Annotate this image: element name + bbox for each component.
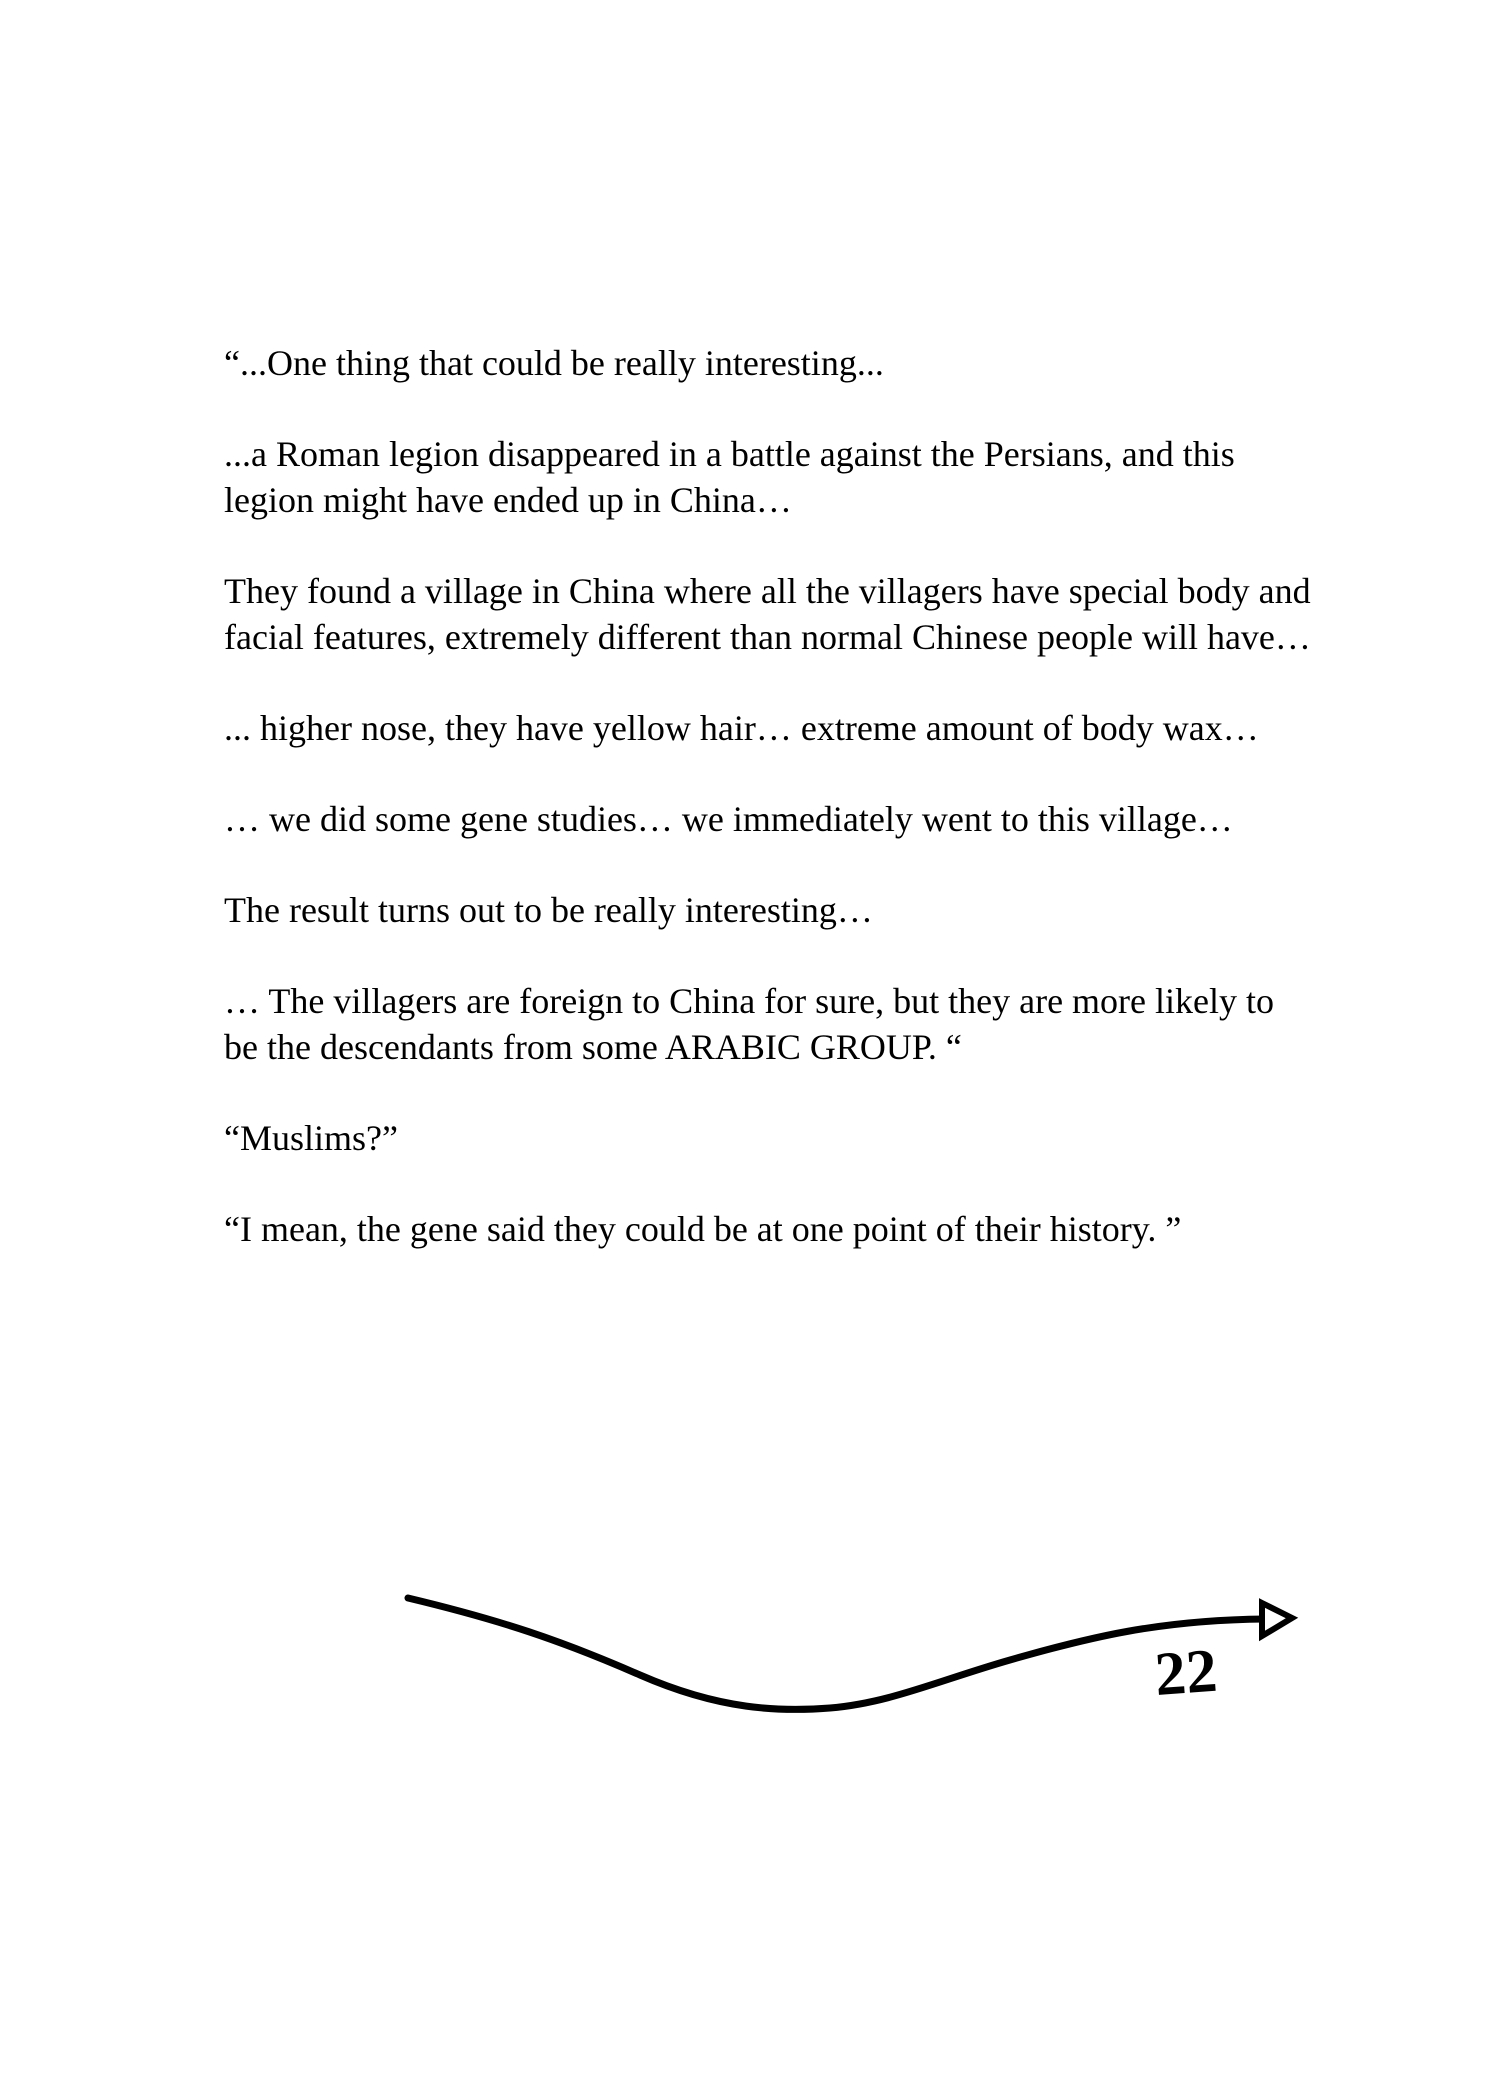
paragraph-2: ...a Roman legion disappeared in a battle against the Persians, and this legion might have ended up in China…	[224, 434, 1235, 520]
paragraph-6: The result turns out to be really interesting…	[224, 890, 873, 930]
paragraph-7: … The villagers are foreign to China for sure, but they are more likely to be the descendants from some ARABIC GROUP. “	[224, 981, 1275, 1067]
paragraph-9: “I mean, the gene said they could be at one point of their history. ”	[224, 1209, 1182, 1249]
paragraph-1: “...One thing that could be really interesting...	[224, 343, 884, 383]
wavy-arrow-line	[408, 1598, 1265, 1709]
arrow-head-icon	[1262, 1603, 1292, 1636]
paragraph-3: They found a village in China where all the villagers have special body and facial features, extremely different than normal Chinese people will have…	[224, 571, 1311, 657]
paragraph-4: ... higher nose, they have yellow hair… extreme amount of body wax…	[224, 708, 1259, 748]
paragraph-5: … we did some gene studies… we immediately went to this village…	[224, 799, 1233, 839]
page-number: 22	[1152, 1636, 1220, 1709]
paragraph-8: “Muslims?”	[224, 1118, 398, 1158]
